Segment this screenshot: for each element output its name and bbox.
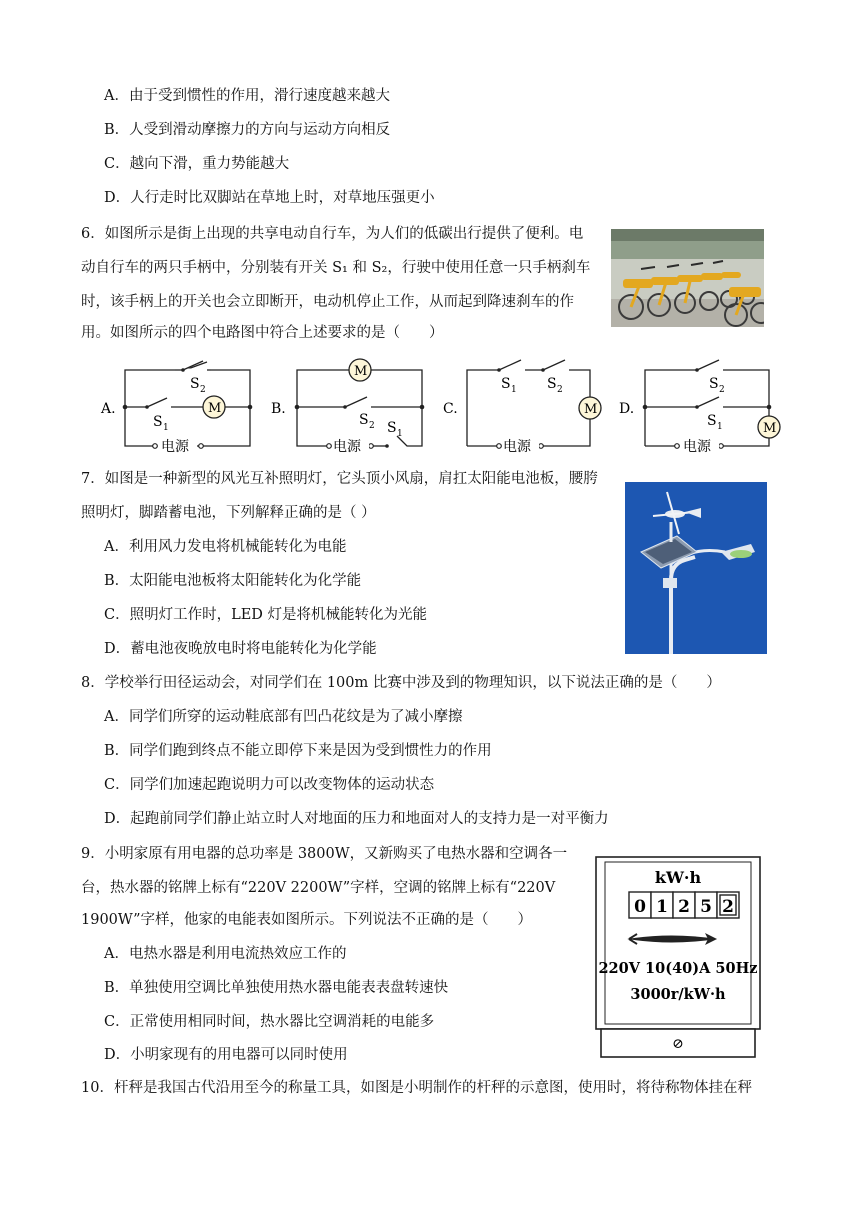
circuit-a xyxy=(100,361,252,455)
meter-digit-4: 5 xyxy=(700,897,712,917)
svg-text:2: 2 xyxy=(200,385,206,395)
circuit-c-label: C. xyxy=(443,401,458,417)
q8-option-a: A．同学们所穿的运动鞋底部有凹凸花纹是为了减小摩擦 xyxy=(104,709,463,725)
circuit-c xyxy=(443,360,601,455)
electricity-meter-figure xyxy=(591,856,765,1059)
circuit-b-label: B. xyxy=(271,401,286,417)
circuit-b-s1: S xyxy=(387,420,397,436)
circuit-d-label: D. xyxy=(619,401,635,417)
meter-rating: 220V 10(40)A 50Hz xyxy=(598,960,758,977)
q5-option-d: D．人行走时比双脚站在草地上时，对草地压强更小 xyxy=(104,190,435,206)
circuit-a-label: A. xyxy=(101,401,116,417)
wind-solar-lamp-photo xyxy=(625,482,767,654)
circuit-d-power-source: 电源 xyxy=(683,439,711,455)
circuit-a-motor-icon: M xyxy=(208,401,222,416)
circuit-d-s2: S xyxy=(709,376,719,392)
meter-rev-constant: 3000r/kW·h xyxy=(630,986,726,1003)
svg-text:2: 2 xyxy=(719,385,725,395)
q7-option-d: D．蓄电池夜晚放电时将电能转化为化学能 xyxy=(104,641,377,657)
circuit-d-s1: S xyxy=(707,413,717,429)
q7-stem-line1: 7．如图是一种新型的风光互补照明灯，它头顶小风扇，肩扛太阳能电池板，腰胯 xyxy=(81,471,598,487)
svg-text:2: 2 xyxy=(557,385,563,395)
svg-text:1: 1 xyxy=(511,385,517,395)
q8-option-c: C．同学们加速起跑说明力可以改变物体的运动状态 xyxy=(104,777,435,793)
q6-stem-line2: 动自行车的两只手柄中，分别装有开关 S₁ 和 S₂，行驶中使用任意一只手柄刹车 xyxy=(81,260,591,276)
q7-option-c: C．照明灯工作时，LED 灯是将机械能转化为光能 xyxy=(104,607,428,623)
q7-stem-line2: 照明灯，脚踏蓄电池，下列解释正确的是（ ） xyxy=(81,505,376,521)
circuit-b-power-source: 电源 xyxy=(333,439,361,455)
q9-stem-line2: 台，热水器的铭牌上标有“220V 2200W”字样，空调的铭牌上标有“220V xyxy=(81,880,556,896)
q6-stem-line1: 6．如图所示是街上出现的共享电动自行车，为人们的低碳出行提供了便利。电 xyxy=(81,226,584,242)
shared-bikes-photo xyxy=(611,229,764,327)
q6-circuit-diagrams xyxy=(95,352,785,456)
q5-option-c: C．越向下滑，重力势能越大 xyxy=(104,156,290,172)
q7-option-b: B．太阳能电池板将太阳能转化为化学能 xyxy=(104,573,362,589)
meter-digit-1: 0 xyxy=(634,897,646,917)
meter-digit-3: 2 xyxy=(678,897,690,917)
circuit-c-power-source: 电源 xyxy=(503,439,531,455)
circuit-c-motor-icon: M xyxy=(584,402,598,417)
q6-stem-line4: 用。如图所示的四个电路图中符合上述要求的是（ ） xyxy=(81,325,444,341)
circuit-a-s2: S xyxy=(190,376,200,392)
q9-option-b: B．单独使用空调比单独使用热水器电能表表盘转速快 xyxy=(104,980,449,996)
svg-text:1: 1 xyxy=(397,429,403,439)
q8-option-b: B．同学们跑到终点不能立即停下来是因为受到惯性力的作用 xyxy=(104,743,492,759)
meter-digit-5: 2 xyxy=(722,897,734,917)
circuit-b-motor-icon: M xyxy=(354,364,368,379)
circuit-a-power-source: 电源 xyxy=(161,439,189,455)
q5-option-a: A．由于受到惯性的作用，滑行速度越来越大 xyxy=(104,88,390,104)
circuit-c-s1: S xyxy=(501,376,511,392)
circuit-a-s1: S xyxy=(153,414,163,430)
meter-seal-icon: ⊘ xyxy=(672,1036,684,1052)
q5-option-b: B．人受到滑动摩擦力的方向与运动方向相反 xyxy=(104,122,391,138)
circuit-b-s2: S xyxy=(359,412,369,428)
q9-stem-line1: 9．小明家原有用电器的总功率是 3800W，又新购买了电热水器和空调各一 xyxy=(81,846,568,862)
circuit-b xyxy=(271,359,424,455)
meter-digit-2: 1 xyxy=(656,897,668,917)
circuit-d-motor-icon: M xyxy=(763,421,777,436)
q10-stem: 10．杆秤是我国古代沿用至今的称量工具，如图是小明制作的杆秤的示意图，使用时，将待称物体挂在秤 xyxy=(81,1080,752,1096)
circuit-d xyxy=(619,360,780,455)
q6-stem-line3: 时，该手柄上的开关也会立即断开，电动机停止工作，从而起到降速刹车的作 xyxy=(81,294,574,310)
q8-option-d: D．起跑前同学们静止站立时人对地面的压力和地面对人的支持力是一对平衡力 xyxy=(104,811,609,827)
q9-option-a: A．电热水器是利用电流热效应工作的 xyxy=(104,946,347,962)
q8-stem: 8．学校举行田径运动会，对同学们在 100m 比赛中涉及到的物理知识，以下说法正确的是（ ） xyxy=(81,675,721,691)
svg-text:1: 1 xyxy=(163,423,169,433)
q7-option-a: A．利用风力发电将机械能转化为电能 xyxy=(104,539,347,555)
meter-unit: kW·h xyxy=(654,868,702,887)
svg-text:2: 2 xyxy=(369,421,375,431)
q9-option-d: D．小明家现有的用电器可以同时使用 xyxy=(104,1047,348,1063)
circuit-c-s2: S xyxy=(547,376,557,392)
q9-stem-line3: 1900W”字样，他家的电能表如图所示。下列说法不正确的是（ ） xyxy=(81,912,532,928)
q9-option-c: C．正常使用相同时间，热水器比空调消耗的电能多 xyxy=(104,1014,435,1030)
svg-text:1: 1 xyxy=(717,422,723,432)
